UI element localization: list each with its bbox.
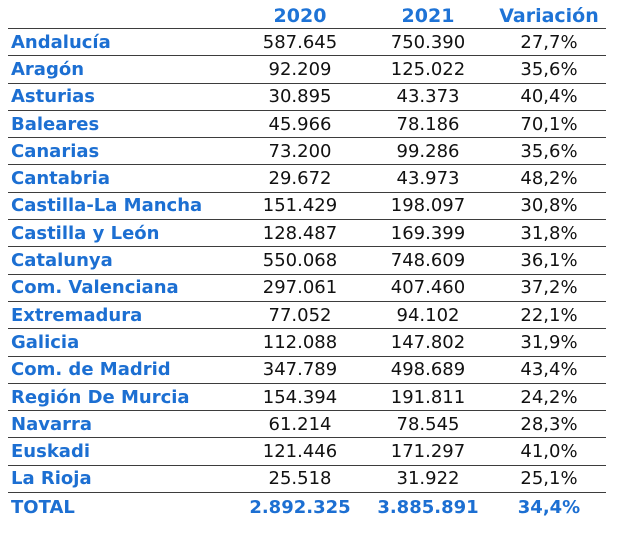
variation-value: 48,2% bbox=[492, 165, 606, 192]
region-name: Galicia bbox=[8, 329, 236, 356]
total-2021: 3.885.891 bbox=[377, 496, 479, 518]
region-comparison-table bbox=[8, 4, 606, 521]
value-2020: 73.200 bbox=[236, 138, 364, 165]
variation-value: 37,2% bbox=[492, 274, 606, 301]
table-row bbox=[8, 110, 606, 137]
variation-value: 30,8% bbox=[492, 192, 606, 219]
variation-value: 35,6% bbox=[492, 138, 606, 165]
value-2021: 78.186 bbox=[364, 110, 492, 137]
value-2020: 25.518 bbox=[236, 465, 364, 492]
variation-value: 28,3% bbox=[492, 411, 606, 438]
total-2020: 2.892.325 bbox=[249, 496, 351, 518]
value-2020: 121.446 bbox=[236, 438, 364, 465]
value-2021: 169.399 bbox=[364, 220, 492, 247]
table-row bbox=[8, 465, 606, 492]
region-name: Canarias bbox=[8, 138, 236, 165]
table-row bbox=[8, 29, 606, 56]
region-name: Com. de Madrid bbox=[8, 356, 236, 383]
region-name: Asturias bbox=[8, 83, 236, 110]
region-name: La Rioja bbox=[8, 465, 236, 492]
total-row bbox=[8, 493, 606, 522]
value-2020: 297.061 bbox=[236, 274, 364, 301]
variation-value: 35,6% bbox=[492, 56, 606, 83]
region-name: Castilla y León bbox=[8, 220, 236, 247]
region-name: Castilla-La Mancha bbox=[8, 192, 236, 219]
region-name: Andalucía bbox=[8, 29, 236, 56]
region-name: Baleares bbox=[8, 110, 236, 137]
variation-value: 43,4% bbox=[492, 356, 606, 383]
value-2021: 198.097 bbox=[364, 192, 492, 219]
region-name: Aragón bbox=[8, 56, 236, 83]
value-2021: 750.390 bbox=[364, 29, 492, 56]
region-name: Extremadura bbox=[8, 301, 236, 328]
value-2021: 191.811 bbox=[364, 383, 492, 410]
table-row bbox=[8, 411, 606, 438]
table-row bbox=[8, 83, 606, 110]
variation-value: 36,1% bbox=[492, 247, 606, 274]
table-row bbox=[8, 329, 606, 356]
table-row bbox=[8, 438, 606, 465]
variation-value: 70,1% bbox=[492, 110, 606, 137]
header-region bbox=[8, 4, 236, 29]
variation-value: 41,0% bbox=[492, 438, 606, 465]
table-row bbox=[8, 383, 606, 410]
region-name: Región De Murcia bbox=[8, 383, 236, 410]
value-2021: 147.802 bbox=[364, 329, 492, 356]
value-2021: 498.689 bbox=[364, 356, 492, 383]
table-row bbox=[8, 165, 606, 192]
header-2021: 2021 bbox=[364, 4, 492, 29]
table-row bbox=[8, 356, 606, 383]
value-2020: 45.966 bbox=[236, 110, 364, 137]
value-2020: 77.052 bbox=[236, 301, 364, 328]
table-row bbox=[8, 247, 606, 274]
value-2020: 112.088 bbox=[236, 329, 364, 356]
header-row bbox=[8, 4, 606, 29]
variation-value: 40,4% bbox=[492, 83, 606, 110]
variation-value: 24,2% bbox=[492, 383, 606, 410]
header-variacion: Variación bbox=[492, 4, 606, 29]
value-2021: 94.102 bbox=[364, 301, 492, 328]
total-variation: 34,4% bbox=[517, 496, 581, 518]
value-2020: 587.645 bbox=[236, 29, 364, 56]
table-row bbox=[8, 220, 606, 247]
variation-value: 31,8% bbox=[492, 220, 606, 247]
value-2021: 43.373 bbox=[364, 83, 492, 110]
variation-value: 25,1% bbox=[492, 465, 606, 492]
value-2020: 550.068 bbox=[236, 247, 364, 274]
value-2020: 151.429 bbox=[236, 192, 364, 219]
value-2021: 171.297 bbox=[364, 438, 492, 465]
variation-value: 22,1% bbox=[492, 301, 606, 328]
value-2021: 407.460 bbox=[364, 274, 492, 301]
table-row bbox=[8, 301, 606, 328]
value-2021: 43.973 bbox=[364, 165, 492, 192]
table-row bbox=[8, 56, 606, 83]
table-row bbox=[8, 138, 606, 165]
value-2021: 125.022 bbox=[364, 56, 492, 83]
value-2021: 31.922 bbox=[364, 465, 492, 492]
region-name: Euskadi bbox=[8, 438, 236, 465]
variation-value: 31,9% bbox=[492, 329, 606, 356]
value-2020: 154.394 bbox=[236, 383, 364, 410]
region-name: Navarra bbox=[8, 411, 236, 438]
variation-value: 27,7% bbox=[492, 29, 606, 56]
table-body bbox=[8, 29, 606, 522]
data-table-container bbox=[8, 4, 606, 521]
value-2020: 61.214 bbox=[236, 411, 364, 438]
value-2021: 99.286 bbox=[364, 138, 492, 165]
value-2020: 128.487 bbox=[236, 220, 364, 247]
value-2020: 30.895 bbox=[236, 83, 364, 110]
region-name: Catalunya bbox=[8, 247, 236, 274]
region-name: Com. Valenciana bbox=[8, 274, 236, 301]
value-2020: 92.209 bbox=[236, 56, 364, 83]
value-2021: 748.609 bbox=[364, 247, 492, 274]
header-2020: 2020 bbox=[236, 4, 364, 29]
table-row bbox=[8, 274, 606, 301]
value-2021: 78.545 bbox=[364, 411, 492, 438]
value-2020: 29.672 bbox=[236, 165, 364, 192]
total-label: TOTAL bbox=[11, 496, 75, 518]
region-name: Cantabria bbox=[8, 165, 236, 192]
table-row bbox=[8, 192, 606, 219]
value-2020: 347.789 bbox=[236, 356, 364, 383]
